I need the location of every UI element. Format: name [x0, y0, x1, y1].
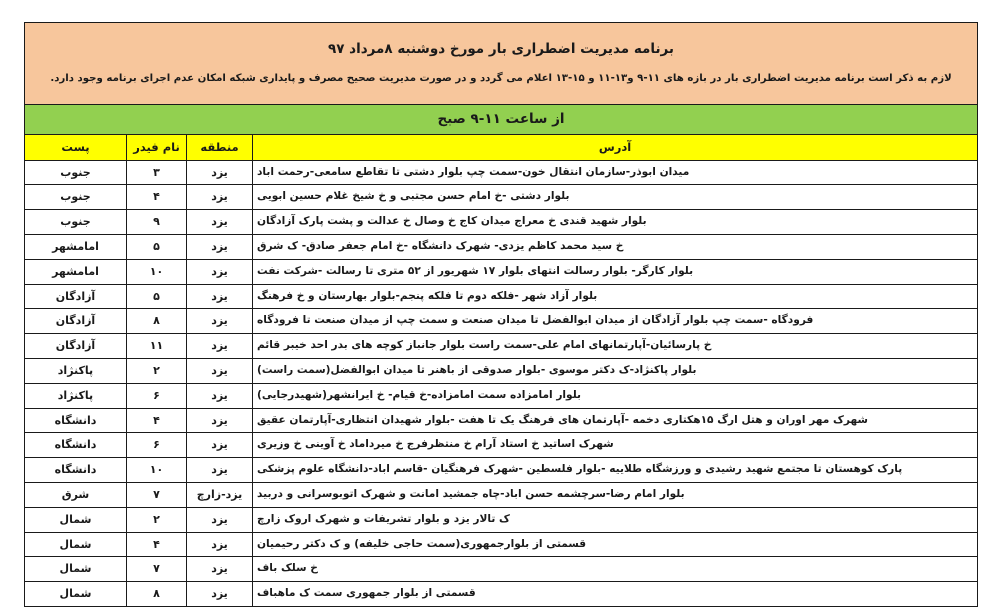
cell-address-text: بلوار شهید قندی خ معراج میدان کاج خ وصال خ عدالت و پشت پارک آزادگان — [257, 215, 647, 228]
announcement-banner — [24, 23, 977, 105]
cell-post — [24, 234, 126, 259]
load-shedding-table — [24, 22, 978, 607]
cell-post — [24, 284, 126, 309]
cell-region-text: یزد — [211, 438, 228, 452]
cell-address-text: میدان ابوذر-سازمان انتقال خون-سمت چپ بلوار دشتی تا تقاطع سامعی-رحمت اباد — [257, 165, 690, 178]
cell-feeder — [127, 408, 187, 433]
table-row — [24, 532, 977, 557]
cell-post-text: دانشگاه — [54, 463, 97, 477]
cell-feeder — [127, 507, 187, 532]
table-row — [24, 383, 977, 408]
cell-post — [24, 507, 126, 532]
cell-address-text: شهرک مهر اوران و هتل ارگ ۱۵هکتاری دخمه -آپارتمان های فرهنگ یک تا هفت -بلوار شهیدان انتظاری-آپارتمان عقیق — [257, 413, 868, 426]
cell-post-text: جنوب — [60, 190, 91, 204]
column-header-feeder — [127, 134, 187, 160]
cell-region-text: یزد — [211, 289, 228, 303]
cell-region — [187, 334, 253, 359]
cell-post — [24, 309, 126, 334]
cell-feeder-text: ۴ — [153, 537, 160, 551]
cell-post-text: آزادگان — [55, 339, 96, 353]
cell-region-text: یزد — [211, 190, 228, 204]
table-row — [24, 557, 977, 582]
cell-post-text: شمال — [59, 512, 92, 526]
cell-feeder — [127, 383, 187, 408]
cell-feeder — [127, 433, 187, 458]
cell-post — [24, 458, 126, 483]
cell-feeder — [127, 358, 187, 383]
table-row — [24, 210, 977, 235]
table-row — [24, 334, 977, 359]
table-body — [24, 23, 977, 607]
cell-address-text: خ سید محمد کاظم یزدی- شهرک دانشگاه -خ امام جعفر صادق- ک شرق — [257, 239, 624, 252]
cell-post — [24, 358, 126, 383]
load-management-sheet — [25, 22, 978, 607]
cell-feeder — [127, 582, 187, 607]
cell-address-text: خ سلک باف — [257, 562, 318, 575]
cell-post-text: آزادگان — [55, 289, 96, 303]
cell-region-text: یزد — [211, 537, 228, 551]
table-row — [24, 458, 977, 483]
cell-post-text: جنوب — [60, 165, 91, 179]
table-row — [24, 160, 977, 185]
cell-region — [187, 557, 253, 582]
cell-post — [24, 433, 126, 458]
cell-feeder — [127, 234, 187, 259]
column-header-region — [187, 134, 253, 160]
cell-region — [187, 433, 253, 458]
column-header-feeder-label: نام فیدر — [133, 139, 180, 154]
cell-region-text: یزد — [211, 363, 228, 377]
cell-post-text: شرق — [61, 487, 90, 501]
cell-region — [187, 358, 253, 383]
cell-region — [187, 234, 253, 259]
cell-feeder-text: ۹ — [153, 215, 160, 229]
cell-feeder-text: ۴ — [153, 190, 160, 204]
cell-post-text: امامشهر — [52, 264, 99, 278]
cell-region-text: یزد — [211, 264, 228, 278]
cell-address — [253, 234, 978, 259]
cell-feeder — [127, 334, 187, 359]
cell-address-text: پارک کوهستان تا مجتمع شهید رشیدی و ورزشگاه طلاییه -بلوار فلسطین -شهرک فرهنگیان -قاسم اباد-دانشگاه علوم پزشکی — [257, 463, 903, 476]
cell-address — [253, 334, 978, 359]
cell-post — [24, 259, 126, 284]
cell-region — [187, 507, 253, 532]
cell-region-text: یزد — [211, 239, 228, 253]
cell-address — [253, 482, 978, 507]
cell-feeder — [127, 557, 187, 582]
cell-region-text: یزد — [211, 388, 228, 402]
cell-feeder-text: ۱۱ — [149, 339, 164, 353]
cell-region — [187, 582, 253, 607]
cell-region — [187, 259, 253, 284]
cell-post — [24, 334, 126, 359]
cell-feeder-text: ۳ — [153, 165, 160, 179]
cell-address — [253, 532, 978, 557]
cell-address-text: قسمتی از بلوار جمهوری سمت ک ماهباف — [257, 587, 476, 600]
cell-feeder — [127, 482, 187, 507]
cell-post-text: دانشگاه — [54, 413, 97, 427]
cell-feeder-text: ۸ — [153, 587, 160, 601]
cell-region — [187, 284, 253, 309]
cell-feeder-text: ۱۰ — [149, 264, 164, 278]
cell-post — [24, 532, 126, 557]
cell-post-text: شمال — [59, 587, 92, 601]
cell-address — [253, 582, 978, 607]
cell-address — [253, 383, 978, 408]
cell-feeder — [127, 309, 187, 334]
cell-feeder-text: ۱۰ — [149, 463, 164, 477]
cell-feeder-text: ۸ — [153, 314, 160, 328]
cell-feeder — [127, 532, 187, 557]
cell-feeder-text: ۷ — [153, 487, 160, 501]
cell-address — [253, 557, 978, 582]
cell-feeder-text: ۵ — [153, 239, 160, 253]
cell-feeder — [127, 185, 187, 210]
cell-address-text: بلوار کارگر- بلوار رسالت انتهای بلوار ۱۷ شهریور از ۵۲ متری تا رسالت -شرکت نفت — [257, 264, 694, 277]
cell-address-text: بلوار پاکنژاد-ک دکتر موسوی -بلوار صدوقی از باهنر تا میدان ابوالفضل(سمت راست) — [257, 363, 697, 376]
cell-post — [24, 383, 126, 408]
table-row — [24, 482, 977, 507]
cell-feeder-text: ۲ — [153, 363, 160, 377]
table-row — [24, 582, 977, 607]
cell-post-text: پاکنژاد — [57, 388, 94, 402]
cell-post — [24, 185, 126, 210]
page-title: برنامه مدیریت اضطراری بار مورخ دوشنبه ۸مرداد ۹۷ — [327, 41, 675, 57]
cell-post-text: آزادگان — [55, 314, 96, 328]
cell-feeder — [127, 284, 187, 309]
cell-region-text: یزد — [211, 562, 228, 576]
cell-address — [253, 309, 978, 334]
cell-post — [24, 582, 126, 607]
time-window-header — [24, 104, 977, 134]
cell-post-text: دانشگاه — [54, 438, 97, 452]
cell-post — [24, 557, 126, 582]
cell-address-text: قسمتی از بلوارجمهوری(سمت حاجی خلیفه) و ک دکتر رحیمیان — [257, 537, 587, 550]
cell-post-text: امامشهر — [52, 239, 99, 253]
cell-address — [253, 259, 978, 284]
cell-address-text: بلوار دشتی -خ امام حسن مجتبی و خ شیخ غلام حسین ابویی — [257, 190, 570, 203]
column-header-row — [24, 134, 977, 160]
column-header-post — [24, 134, 126, 160]
cell-post-text: جنوب — [60, 215, 91, 229]
cell-feeder — [127, 458, 187, 483]
cell-feeder — [127, 210, 187, 235]
cell-region — [187, 532, 253, 557]
cell-region-text: یزد — [211, 463, 228, 477]
cell-region-text: یزد-زارچ — [196, 487, 243, 501]
cell-region — [187, 185, 253, 210]
cell-post-text: شمال — [59, 537, 92, 551]
cell-address-text: بلوار امامزاده سمت امامزاده-خ قیام- خ ایرانشهر(شهیدرجایی) — [257, 388, 581, 401]
cell-address-text: ک تالار یزد و بلوار تشریفات و شهرک اروک زارچ — [257, 512, 510, 525]
cell-address — [253, 210, 978, 235]
table-row — [24, 284, 977, 309]
table-row — [24, 507, 977, 532]
section-header-row — [24, 104, 977, 134]
cell-address — [253, 433, 978, 458]
table-row — [24, 358, 977, 383]
time-window-label: از ساعت ۱۱-۹ صبح — [437, 110, 565, 127]
cell-region — [187, 458, 253, 483]
cell-region-text: یزد — [211, 215, 228, 229]
cell-address — [253, 284, 978, 309]
cell-region — [187, 408, 253, 433]
cell-address-text: بلوار امام رضا-سرچشمه حسن اباد-چاه جمشید امانت و شهرک اتوبوسرانی و دربید — [257, 487, 685, 500]
cell-region — [187, 383, 253, 408]
column-header-region-label: منطقه — [200, 139, 239, 154]
cell-region — [187, 210, 253, 235]
cell-feeder-text: ۴ — [153, 413, 160, 427]
cell-post — [24, 408, 126, 433]
cell-address-text: فرودگاه -سمت چپ بلوار آزادگان از میدان ابوالفضل تا میدان صنعت و سمت چپ از میدان صنعت تا فرودگاه — [257, 314, 814, 327]
cell-address — [253, 458, 978, 483]
table-row — [24, 185, 977, 210]
table-row — [24, 408, 977, 433]
cell-address — [253, 358, 978, 383]
cell-region — [187, 482, 253, 507]
column-header-post-label: پست — [61, 139, 90, 154]
cell-region-text: یزد — [211, 339, 228, 353]
cell-address-text: بلوار آزاد شهر -فلکه دوم تا فلکه پنجم-بلوار بهارستان و خ فرهنگ — [257, 289, 598, 302]
column-header-address — [253, 134, 978, 160]
cell-region-text: یزد — [211, 165, 228, 179]
cell-feeder-text: ۶ — [153, 438, 160, 452]
page-subtitle: لازم به ذکر است برنامه مدیریت اضطراری بار در بازه های ۱۱-۹ و۱۳-۱۱ و ۱۵-۱۳ اعلام می گردد و در صورت مدیریت صحیح مصرف و پایداری شبکه امکان عدم اجرای برنامه وجود دارد. — [50, 73, 952, 85]
cell-region-text: یزد — [211, 314, 228, 328]
cell-address — [253, 507, 978, 532]
cell-feeder-text: ۲ — [153, 512, 160, 526]
cell-address-text: خ پارسائیان-آپارتمانهای امام علی-سمت راست بلوار جانباز کوچه های بدر احد خیبر قائم — [257, 339, 712, 352]
cell-post-text: شمال — [59, 562, 92, 576]
cell-post-text: پاکنژاد — [57, 363, 94, 377]
cell-address — [253, 160, 978, 185]
cell-feeder-text: ۵ — [153, 289, 160, 303]
cell-post — [24, 482, 126, 507]
cell-feeder-text: ۶ — [153, 388, 160, 402]
cell-post — [24, 160, 126, 185]
column-header-address-label: آدرس — [598, 139, 632, 154]
cell-address-text: شهرک اساتید خ استاد آرام خ منتظرفرج خ میرداماد خ آوینی خ وزیری — [257, 438, 614, 451]
cell-region-text: یزد — [211, 587, 228, 601]
cell-feeder — [127, 259, 187, 284]
cell-region — [187, 309, 253, 334]
cell-address — [253, 185, 978, 210]
table-row — [24, 309, 977, 334]
cell-region — [187, 160, 253, 185]
banner-row — [24, 23, 977, 105]
cell-feeder — [127, 160, 187, 185]
cell-feeder-text: ۷ — [153, 562, 160, 576]
cell-region-text: یزد — [211, 512, 228, 526]
cell-region-text: یزد — [211, 413, 228, 427]
table-row — [24, 234, 977, 259]
cell-address — [253, 408, 978, 433]
table-row — [24, 259, 977, 284]
table-row — [24, 433, 977, 458]
cell-post — [24, 210, 126, 235]
